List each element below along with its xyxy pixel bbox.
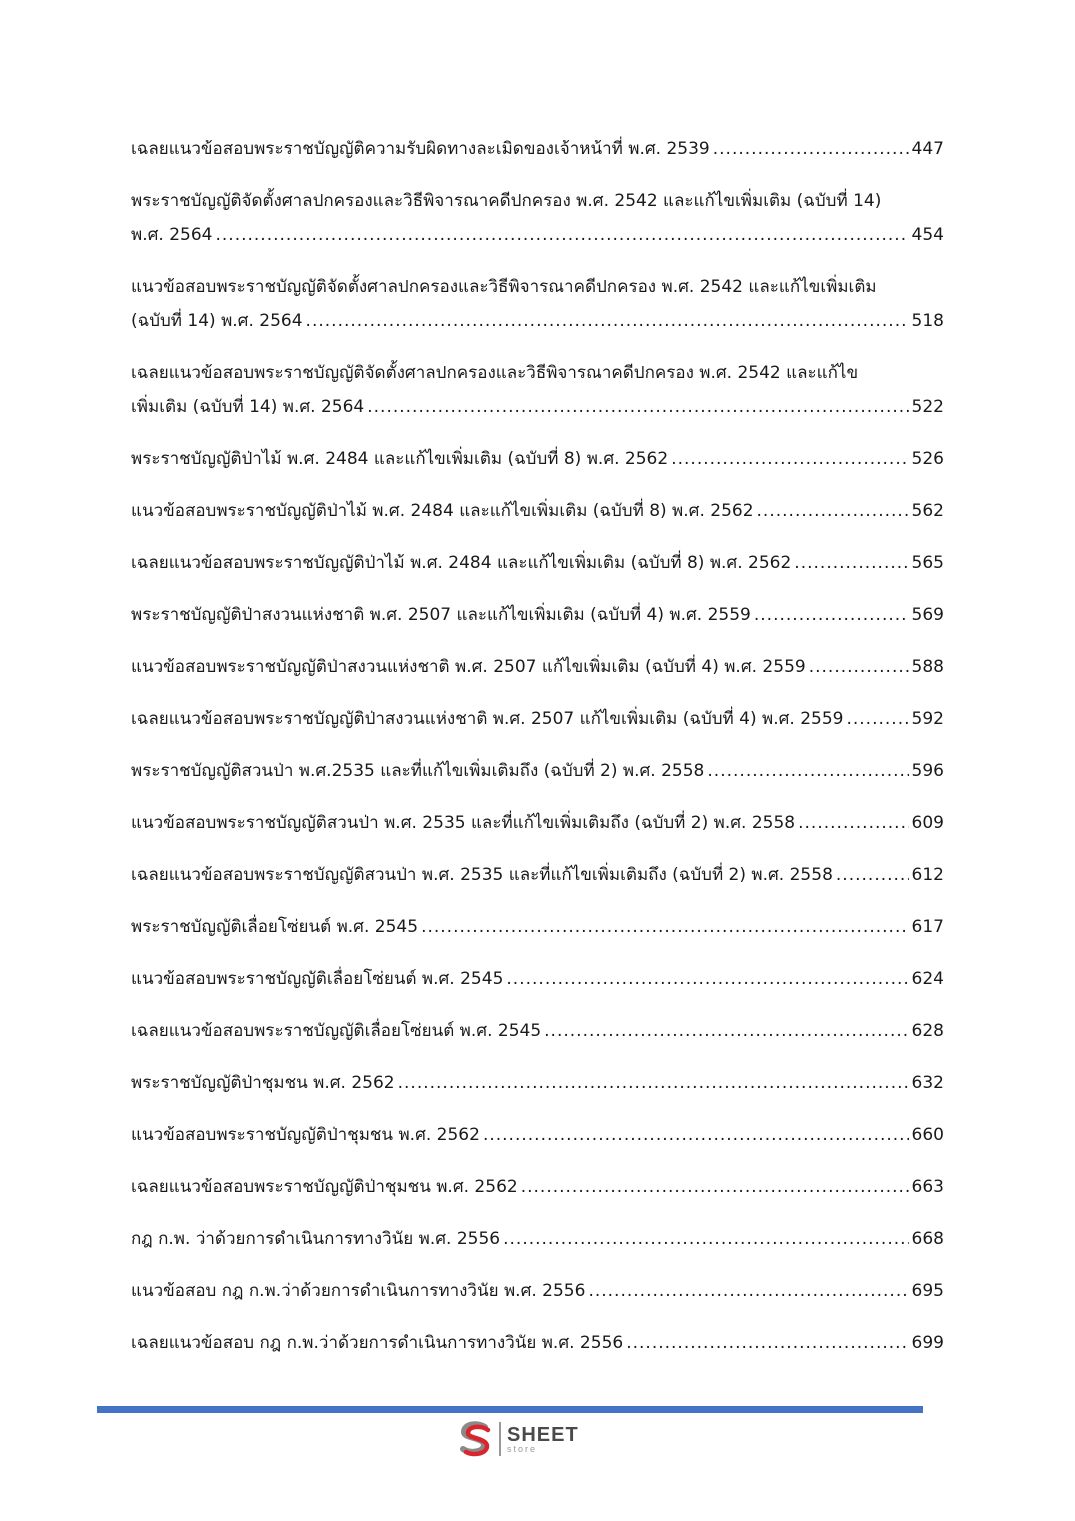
toc-leader-dots (809, 650, 909, 684)
toc-entry-title: พระราชบัญญัติเลื่อยโซ่ยนต์ พ.ศ. 2545 (131, 917, 419, 937)
sheet-store-logo (455, 1417, 579, 1461)
toc-entry-title: แนวข้อสอบพระราชบัญญัติเลื่อยโซ่ยนต์ พ.ศ. 2545 (131, 969, 504, 989)
toc-entry (131, 702, 944, 736)
toc-leader-dots (544, 1014, 908, 1048)
toc-entry-title: เฉลยแนวข้อสอบพระราชบัญญัติป่าไม้ พ.ศ. 2484 และแก้ไขเพิ่มเติม (ฉบับที่ 8) พ.ศ. 2562 (131, 553, 792, 573)
toc-leader-dots (757, 494, 909, 528)
toc-entry (131, 962, 944, 996)
toc-leader-dots (588, 1274, 908, 1308)
toc-leader-dots (626, 1326, 908, 1360)
toc-entry-title: พระราชบัญญัติสวนป่า พ.ศ.2535 และที่แก้ไขเพิ่มเติมถึง (ฉบับที่ 2) พ.ศ. 2558 (131, 761, 705, 781)
toc-entry (131, 1326, 944, 1360)
toc-page-number: 624 (911, 969, 944, 989)
toc-page-number: 526 (911, 449, 944, 469)
toc-page-number: 695 (911, 1281, 944, 1301)
toc-entry (131, 598, 944, 632)
toc-entry-title: เพิ่มเติม (ฉบับที่ 14) พ.ศ. 2564 (131, 397, 365, 417)
toc-page-number: 592 (911, 709, 944, 729)
toc-entry-title: (ฉบับที่ 14) พ.ศ. 2564 (131, 311, 303, 331)
toc-entry (131, 1222, 944, 1256)
toc-leader-dots (798, 806, 908, 840)
toc-entry-title: เฉลยแนวข้อสอบ กฎ ก.พ.ว่าด้วยการดำเนินการทางวินัย พ.ศ. 2556 (131, 1333, 624, 1353)
toc-entry-title: แนวข้อสอบพระราชบัญญัติป่าชุมชน พ.ศ. 2562 (131, 1125, 480, 1145)
toc-leader-dots (483, 1118, 909, 1152)
table-of-contents (131, 132, 944, 1378)
toc-entry (131, 754, 944, 788)
toc-page-number: 565 (911, 553, 944, 573)
logo-word: SHEET (507, 1423, 579, 1446)
toc-leader-dots (836, 858, 909, 892)
toc-leader-dots (707, 754, 908, 788)
toc-page-number: 699 (911, 1333, 944, 1353)
toc-entry (131, 546, 944, 580)
toc-page-number: 447 (911, 139, 944, 159)
toc-entry-title: เฉลยแนวข้อสอบพระราชบัญญัติจัดตั้งศาลปกครองและวิธีพิจารณาคดีปกครอง พ.ศ. 2542 และแก้ไข (131, 363, 859, 383)
footer-rule (97, 1406, 923, 1413)
toc-entry-title: พระราชบัญญัติจัดตั้งศาลปกครองและวิธีพิจารณาคดีปกครอง พ.ศ. 2542 และแก้ไขเพิ่มเติม (ฉบับที่ 14) (131, 191, 882, 211)
toc-entry (131, 132, 944, 166)
toc-entry-title: เฉลยแนวข้อสอบพระราชบัญญัติป่าชุมชน พ.ศ. 2562 (131, 1177, 518, 1197)
toc-leader-dots (367, 390, 908, 424)
toc-entry (131, 270, 944, 338)
toc-leader-dots (421, 910, 908, 944)
toc-entry-title: แนวข้อสอบพระราชบัญญัติจัดตั้งศาลปกครองและวิธีพิจารณาคดีปกครอง พ.ศ. 2542 และแก้ไขเพิ่มเติม (131, 277, 877, 297)
toc-leader-dots (754, 598, 909, 632)
toc-entry-title: เฉลยแนวข้อสอบพระราชบัญญัติป่าสงวนแห่งชาติ พ.ศ. 2507 แก้ไขเพิ่มเติม (ฉบับที่ 4) พ.ศ. 2559 (131, 709, 844, 729)
toc-entry-title: กฎ ก.พ. ว่าด้วยการดำเนินการทางวินัย พ.ศ. 2556 (131, 1229, 501, 1249)
toc-leader-dots (846, 702, 908, 736)
sheet-store-s-icon (455, 1419, 495, 1459)
toc-entry-title: แนวข้อสอบพระราชบัญญัติป่าไม้ พ.ศ. 2484 และแก้ไขเพิ่มเติม (ฉบับที่ 8) พ.ศ. 2562 (131, 501, 754, 521)
toc-page-number: 628 (911, 1021, 944, 1041)
toc-page-number: 609 (911, 813, 944, 833)
toc-entry (131, 1014, 944, 1048)
toc-leader-dots (671, 442, 908, 476)
toc-page-number: 569 (911, 605, 944, 625)
toc-leader-dots (398, 1066, 909, 1100)
toc-entry (131, 1118, 944, 1152)
toc-leader-dots (521, 1170, 909, 1204)
toc-entry (131, 650, 944, 684)
toc-entry-title: แนวข้อสอบพระราชบัญญัติป่าสงวนแห่งชาติ พ.ศ. 2507 แก้ไขเพิ่มเติม (ฉบับที่ 4) พ.ศ. 2559 (131, 657, 806, 677)
toc-entry-title: พระราชบัญญัติป่าสงวนแห่งชาติ พ.ศ. 2507 และแก้ไขเพิ่มเติม (ฉบับที่ 4) พ.ศ. 2559 (131, 605, 751, 625)
toc-entry (131, 806, 944, 840)
toc-entry (131, 858, 944, 892)
toc-page-number: 562 (911, 501, 944, 521)
toc-entry (131, 1170, 944, 1204)
toc-page-number: 522 (911, 397, 944, 417)
logo-subword: store (507, 1443, 538, 1454)
toc-entry-title: แนวข้อสอบ กฎ ก.พ.ว่าด้วยการดำเนินการทางวินัย พ.ศ. 2556 (131, 1281, 586, 1301)
toc-entry (131, 910, 944, 944)
toc-page-number: 663 (911, 1177, 944, 1197)
toc-entry-title: เฉลยแนวข้อสอบพระราชบัญญัติความรับผิดทางละเมิดของเจ้าหน้าที่ พ.ศ. 2539 (131, 139, 710, 159)
toc-page-number: 612 (911, 865, 944, 885)
toc-leader-dots (215, 218, 908, 252)
toc-entry-title: เฉลยแนวข้อสอบพระราชบัญญัติสวนป่า พ.ศ. 2535 และที่แก้ไขเพิ่มเติมถึง (ฉบับที่ 2) พ.ศ. 2558 (131, 865, 833, 885)
logo-separator (499, 1422, 501, 1456)
toc-entry (131, 356, 944, 424)
toc-page-number: 632 (911, 1073, 944, 1093)
toc-leader-dots (503, 1222, 908, 1256)
toc-page-number: 588 (911, 657, 944, 677)
toc-entry (131, 442, 944, 476)
toc-page-number: 617 (911, 917, 944, 937)
toc-entry-title: เฉลยแนวข้อสอบพระราชบัญญัติเลื่อยโซ่ยนต์ พ.ศ. 2545 (131, 1021, 542, 1041)
toc-entry-title: พ.ศ. 2564 (131, 225, 213, 245)
toc-leader-dots (506, 962, 908, 996)
toc-entry-title: แนวข้อสอบพระราชบัญญัติสวนป่า พ.ศ. 2535 และที่แก้ไขเพิ่มเติมถึง (ฉบับที่ 2) พ.ศ. 2558 (131, 813, 796, 833)
toc-entry (131, 494, 944, 528)
toc-leader-dots (306, 304, 909, 338)
toc-entry (131, 1274, 944, 1308)
toc-page-number: 596 (911, 761, 944, 781)
toc-page-number: 518 (911, 311, 944, 331)
toc-entry-title: พระราชบัญญัติป่าไม้ พ.ศ. 2484 และแก้ไขเพิ่มเติม (ฉบับที่ 8) พ.ศ. 2562 (131, 449, 669, 469)
toc-entry (131, 184, 944, 252)
toc-page-number: 454 (911, 225, 944, 245)
toc-leader-dots (794, 546, 908, 580)
toc-leader-dots (713, 132, 909, 166)
toc-entry (131, 1066, 944, 1100)
toc-page-number: 668 (911, 1229, 944, 1249)
toc-entry-title: พระราชบัญญัติป่าชุมชน พ.ศ. 2562 (131, 1073, 395, 1093)
toc-page-number: 660 (911, 1125, 944, 1145)
